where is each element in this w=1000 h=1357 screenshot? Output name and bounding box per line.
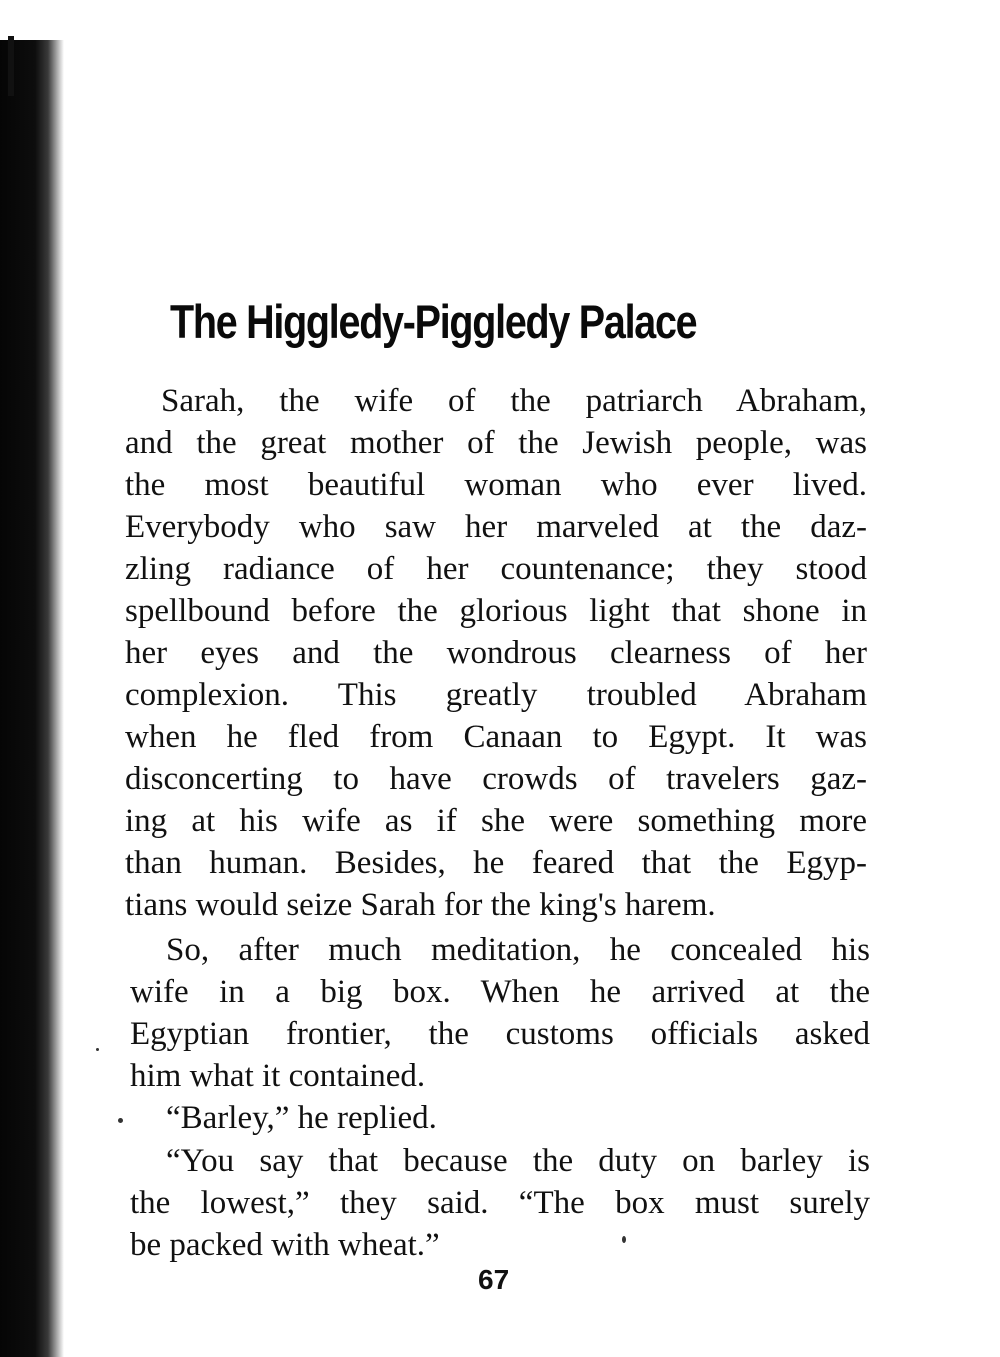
- text-line: be packed with wheat.”: [130, 1227, 440, 1263]
- text-line: her eyes and the wondrous clearness of her: [125, 635, 867, 671]
- paragraph-4: [130, 1140, 870, 1266]
- text-line: disconcerting to have crowds of travelers gaz-: [125, 761, 867, 797]
- text-line: So, after much meditation, he concealed his: [166, 932, 870, 968]
- text-line: tians would seize Sarah for the king's harem.: [125, 887, 716, 923]
- text-line: the most beautiful woman who ever lived.: [125, 467, 867, 503]
- paragraph-1: [125, 380, 867, 926]
- scan-speck: [118, 1118, 123, 1123]
- chapter-title: The Higgledy-Piggledy Palace: [170, 295, 697, 348]
- text-line: ing at his wife as if she were something more: [125, 803, 867, 839]
- text-line: him what it contained.: [130, 1058, 426, 1094]
- text-line: “Barley,” he replied.: [166, 1100, 437, 1136]
- page-number: 67: [478, 1264, 510, 1295]
- text-line: the lowest,” they said. “The box must surely: [130, 1185, 870, 1221]
- scan-speck: [96, 1048, 99, 1051]
- binding-shadow: [0, 40, 64, 1357]
- paragraph-2: [130, 929, 870, 1097]
- text-line: spellbound before the glorious light that shone in: [125, 593, 867, 629]
- text-line: and the great mother of the Jewish people, was: [125, 425, 867, 461]
- binding-mark: [8, 36, 14, 96]
- text-line: when he fled from Canaan to Egypt. It was: [125, 719, 867, 755]
- paragraph-3: [130, 1097, 870, 1139]
- text-line: zling radiance of her countenance; they stood: [125, 551, 867, 587]
- text-line: complexion. This greatly troubled Abraham: [125, 677, 867, 713]
- text-line: Everybody who saw her marveled at the daz-: [125, 509, 867, 545]
- text-line: Sarah, the wife of the patriarch Abraham,: [161, 383, 867, 419]
- text-line: Egyptian frontier, the customs officials asked: [130, 1016, 870, 1052]
- text-line: wife in a big box. When he arrived at the: [130, 974, 870, 1010]
- text-line: than human. Besides, he feared that the Egyp-: [125, 845, 867, 881]
- text-line: “You say that because the duty on barley is: [166, 1143, 870, 1179]
